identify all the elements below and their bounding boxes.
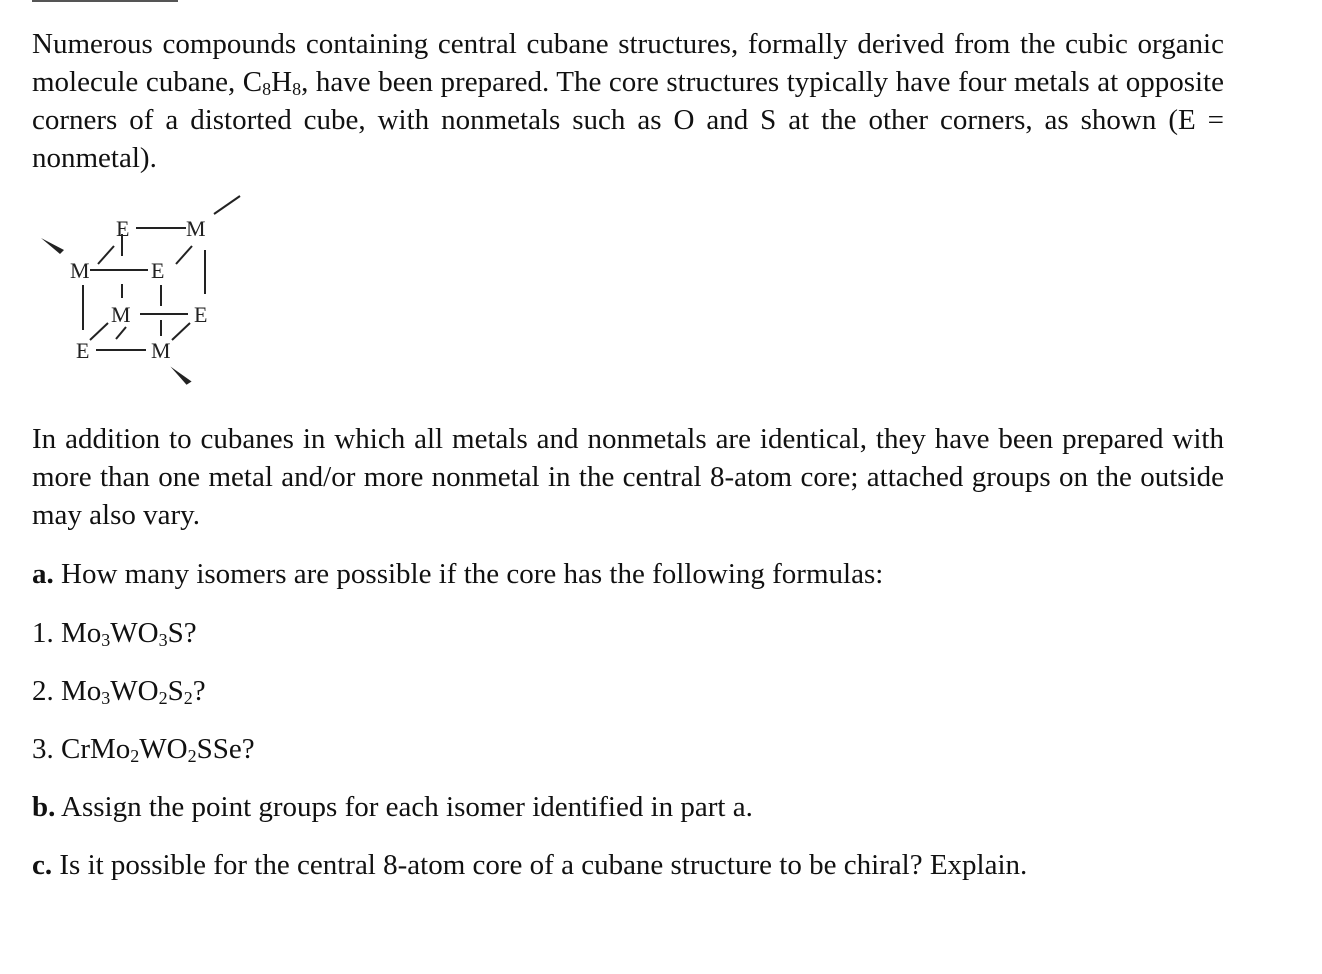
- atom-front-top-right: E: [151, 258, 165, 283]
- question-a: [32, 555, 883, 593]
- formula-part: SSe?: [196, 733, 255, 765]
- formula-subscript: 3: [101, 688, 111, 708]
- ligand-wedge-bottom: [170, 361, 191, 387]
- item-number: 1.: [32, 617, 61, 649]
- atom-front-bottom-left: E: [76, 338, 90, 363]
- question-a-text: How many isomers are possible if the core has the following formulas:: [53, 558, 884, 590]
- intro-text-3: , have been prepared. The core structures typically have four metals at opposite corners of a distorted cube, with nonmetals such as O and S at the other corners, as shown (E = nonmetal).: [32, 66, 1224, 174]
- formula-subscript: 3: [158, 630, 168, 650]
- intro-text-1: Numerous compounds containing central cubane structures, formally derived from the cubic organic molecule cubane, C: [32, 28, 1224, 98]
- formula-part: Mo: [61, 617, 102, 649]
- question-c: [32, 846, 1027, 884]
- formula-part: CrMo: [61, 733, 131, 765]
- atom-front-top-left: M: [70, 258, 90, 283]
- atom-back-top-right: M: [186, 216, 206, 241]
- top-divider: [32, 0, 178, 2]
- intro-paragraph: [32, 25, 1224, 177]
- atom-back-bottom-left: M: [111, 302, 131, 327]
- question-a-label: a.: [32, 558, 54, 590]
- question-b-label: b.: [32, 791, 56, 823]
- question-c-text: Is it possible for the central 8-atom core of a cubane structure to be chiral? Explain.: [52, 849, 1028, 881]
- paragraph-2: In addition to cubanes in which all metals and nonmetals are identical, they have been prepared with more than one metal and/or more nonmetal in the central 8-atom core; attached groups on the outside may also vary.: [32, 423, 1224, 531]
- question-c-label: c.: [32, 849, 53, 881]
- formula-part: S: [167, 675, 184, 707]
- cubane-svg: [36, 190, 256, 390]
- formula-item-2: [32, 672, 206, 710]
- formula-subscript: 2: [130, 746, 140, 766]
- cubane-diagram: [36, 190, 256, 390]
- intro-subscript-1: 8: [262, 79, 272, 99]
- formula-part: WO: [110, 617, 159, 649]
- atom-back-bottom-right: E: [194, 302, 208, 327]
- bond-diag-top-left: [98, 246, 114, 264]
- item-number: 2.: [32, 675, 61, 707]
- formula-part: ?: [192, 675, 206, 707]
- intro-text-2: H: [271, 66, 293, 98]
- formula-part: S?: [167, 617, 197, 649]
- formula-subscript: 2: [158, 688, 168, 708]
- formula-subscript: 2: [187, 746, 197, 766]
- question-b-text: Assign the point groups for each isomer identified in part a.: [55, 791, 753, 823]
- formula-subscript: 3: [101, 630, 111, 650]
- atom-front-bottom-right: M: [151, 338, 171, 363]
- ligand-wedge-left: [41, 238, 64, 254]
- atom-back-top-left: E: [116, 216, 130, 241]
- bond-diag-bottom-left: [90, 323, 108, 340]
- formula-part: WO: [110, 675, 159, 707]
- item-number: 3.: [32, 733, 61, 765]
- formula-item-1: [32, 614, 197, 652]
- formula-part: Mo: [61, 675, 102, 707]
- ligand-bond-top-right: [214, 196, 240, 214]
- question-b: [32, 788, 753, 826]
- intro-subscript-2: 8: [292, 79, 302, 99]
- bond-diag-bottom-right: [172, 323, 190, 340]
- formula-part: WO: [139, 733, 188, 765]
- formula-subscript: 2: [183, 688, 193, 708]
- bond-diag-top-right: [176, 246, 192, 264]
- formula-item-3: [32, 730, 255, 768]
- bond-diag-bottom-left-2: [116, 327, 126, 339]
